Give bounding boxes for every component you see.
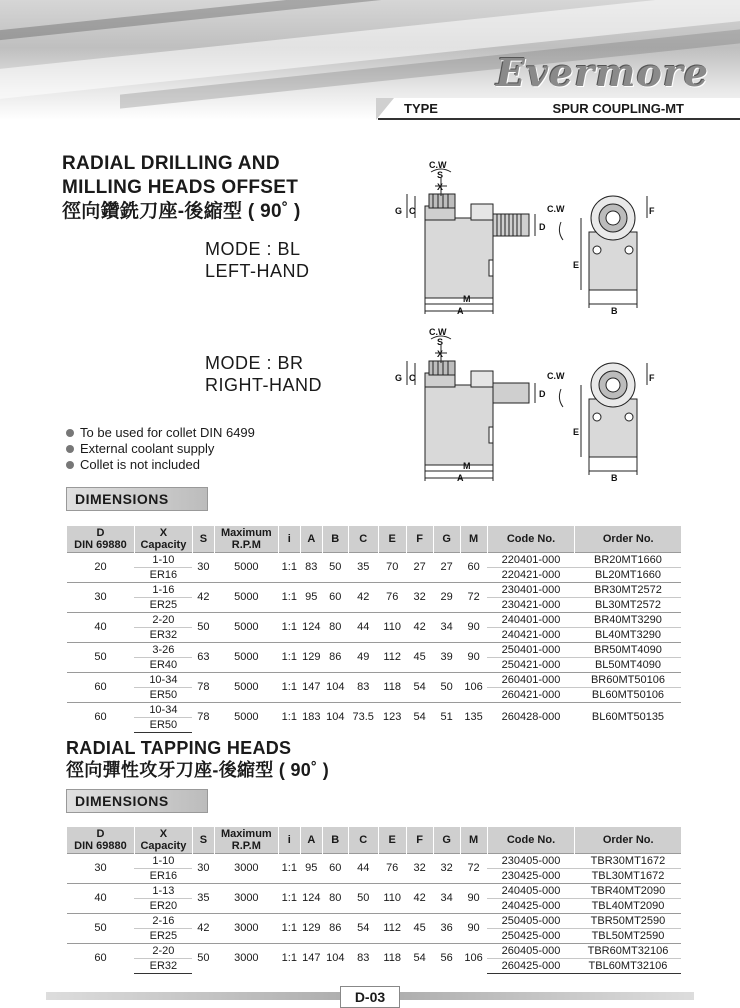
- dimensions-label: DIMENSIONS: [75, 491, 169, 507]
- cell-b: 104: [322, 943, 348, 973]
- cell-s: 63: [192, 642, 214, 672]
- cell-a: 129: [300, 913, 322, 943]
- cell-c: 44: [348, 612, 378, 642]
- cell-d: 60: [67, 943, 135, 973]
- label-g: G: [395, 206, 403, 216]
- col-m: M: [460, 827, 487, 853]
- cell-f: 45: [406, 642, 433, 672]
- cell-d: 30: [67, 853, 135, 883]
- cell-g: 51: [433, 702, 460, 732]
- dimensions-label: DIMENSIONS: [75, 793, 169, 809]
- label-cw: C.W: [429, 160, 447, 170]
- cell-order2: BL50MT4090: [575, 657, 681, 672]
- cell-b: 80: [322, 612, 348, 642]
- cell-order2: BL30MT2572: [575, 597, 681, 612]
- col-g: G: [433, 526, 460, 552]
- mode-br-name: MODE : BR: [205, 353, 304, 373]
- label-a: A: [457, 473, 464, 483]
- cell-s: 78: [192, 702, 214, 732]
- label-x: X: [437, 182, 444, 192]
- table-row: [67, 642, 682, 657]
- drawing-bl: [385, 156, 685, 316]
- cell-code2: 260425-000: [487, 958, 575, 973]
- cell-rpm: 5000: [214, 642, 278, 672]
- cell-x1: 2-16: [134, 913, 192, 928]
- list-item: External coolant supply: [66, 441, 255, 457]
- cell-b: 60: [322, 582, 348, 612]
- cell-code1: 240401-000: [487, 612, 575, 627]
- cell-code2: 250421-000: [487, 657, 575, 672]
- cell-rpm: 5000: [214, 672, 278, 702]
- label-x: X: [437, 349, 444, 359]
- col-e: E: [378, 827, 406, 853]
- col-a: A: [300, 827, 322, 853]
- brand-logo: Evermore: [496, 50, 709, 95]
- cell-order2: TBL30MT1672: [575, 868, 681, 883]
- cell-code1: 230401-000: [487, 582, 575, 597]
- cell-x1: 1-10: [134, 552, 192, 567]
- col-b: B: [322, 526, 348, 552]
- label-f: F: [649, 206, 655, 216]
- cell-code2: 260421-000: [487, 687, 575, 702]
- cell-rpm: 5000: [214, 612, 278, 642]
- label-a: A: [457, 306, 464, 316]
- title-zh: 徑向鑽銑刀座-後縮型 ( 90˚ ): [62, 201, 301, 222]
- cell-g: 32: [433, 853, 460, 883]
- cell-m: 90: [460, 883, 487, 913]
- mode-bl-name: MODE : BL: [205, 239, 301, 259]
- col-s: S: [192, 827, 214, 853]
- cell-code1: 250401-000: [487, 642, 575, 657]
- cell-i: 1:1: [278, 943, 300, 973]
- cell-a: 124: [300, 883, 322, 913]
- cell-a: 147: [300, 672, 322, 702]
- cell-e: 123: [378, 702, 406, 732]
- col-code: Code No.: [487, 526, 575, 552]
- mode-bl-hand: LEFT-HAND: [205, 261, 310, 281]
- col-c: C: [348, 827, 378, 853]
- cell-code2: 220421-000: [487, 567, 575, 582]
- label-cw: C.W: [429, 327, 447, 337]
- cell-i: 1:1: [278, 853, 300, 883]
- label-d: D: [539, 222, 546, 232]
- label-b: B: [611, 306, 618, 316]
- cell-code2: 240421-000: [487, 627, 575, 642]
- cell-x1: 1-13: [134, 883, 192, 898]
- cell-i: 1:1: [278, 552, 300, 582]
- cell-e: 112: [378, 642, 406, 672]
- cell-f: 32: [406, 853, 433, 883]
- mode-br-hand: RIGHT-HAND: [205, 375, 322, 395]
- cell-x2: ER16: [134, 567, 192, 582]
- cell-f: 54: [406, 702, 433, 732]
- cell-g: 36: [433, 913, 460, 943]
- cell-a: 129: [300, 642, 322, 672]
- cell-order2: BL40MT3290: [575, 627, 681, 642]
- title-line1: RADIAL DRILLING AND: [62, 153, 280, 174]
- cell-g: 50: [433, 672, 460, 702]
- cell-m: 90: [460, 913, 487, 943]
- cell-b: 86: [322, 642, 348, 672]
- cell-rpm: 3000: [214, 943, 278, 973]
- cell-s: 50: [192, 612, 214, 642]
- cell-a: 183: [300, 702, 322, 732]
- cell-e: 118: [378, 672, 406, 702]
- list-item: Collet is not included: [66, 457, 255, 473]
- cell-x1: 10-34: [134, 702, 192, 717]
- cell-code2: 230421-000: [487, 597, 575, 612]
- cell-code2: 250425-000: [487, 928, 575, 943]
- label-c: C: [409, 206, 416, 216]
- cell-x2: ER32: [134, 958, 192, 973]
- section2-title: [66, 737, 329, 781]
- cell-f: 45: [406, 913, 433, 943]
- cell-i: 1:1: [278, 582, 300, 612]
- cell-a: 95: [300, 582, 322, 612]
- cell-x2: ER50: [134, 717, 192, 732]
- label-g: G: [395, 373, 403, 383]
- table-row: [67, 853, 682, 868]
- cell-b: 60: [322, 853, 348, 883]
- page-header: [0, 0, 740, 120]
- cell-code1: 250405-000: [487, 913, 575, 928]
- cell-order1: BR60MT50106: [575, 672, 681, 687]
- cell-e: 76: [378, 582, 406, 612]
- cell-order1: BR50MT4090: [575, 642, 681, 657]
- col-i: i: [278, 827, 300, 853]
- label-f: F: [649, 373, 655, 383]
- cell-rpm: 3000: [214, 883, 278, 913]
- cell-order1: TBR40MT2090: [575, 883, 681, 898]
- cell-order1: BR30MT2572: [575, 582, 681, 597]
- col-s: S: [192, 526, 214, 552]
- cell-f: 54: [406, 943, 433, 973]
- col-c: C: [348, 526, 378, 552]
- cell-i: 1:1: [278, 642, 300, 672]
- col-code: Code No.: [487, 827, 575, 853]
- cell-c: 35: [348, 552, 378, 582]
- label-b: B: [611, 473, 618, 483]
- page-number: D-03: [340, 986, 400, 1008]
- cell-d: 60: [67, 672, 135, 702]
- cell-e: 118: [378, 943, 406, 973]
- cell-order1: TBR60MT32106: [575, 943, 681, 958]
- label-m: M: [463, 461, 471, 471]
- dimensions-banner: [66, 789, 208, 813]
- cell-s: 78: [192, 672, 214, 702]
- cell-c: 44: [348, 853, 378, 883]
- cell-f: 42: [406, 883, 433, 913]
- cell-f: 32: [406, 582, 433, 612]
- cell-code1: 230405-000: [487, 853, 575, 868]
- cell-rpm: 5000: [214, 702, 278, 732]
- col-a: A: [300, 526, 322, 552]
- cell-m: 72: [460, 582, 487, 612]
- cell-e: 70: [378, 552, 406, 582]
- cell-rpm: 3000: [214, 913, 278, 943]
- section2-title-zh: 徑向彈性攻牙刀座-後縮型 ( 90˚ ): [66, 760, 329, 780]
- cell-code1: 220401-000: [487, 552, 575, 567]
- cell-i: 1:1: [278, 612, 300, 642]
- dimensions-table-2: [66, 827, 681, 974]
- cell-c: 54: [348, 913, 378, 943]
- cell-x2: ER50: [134, 687, 192, 702]
- cell-s: 35: [192, 883, 214, 913]
- table-row: [67, 702, 682, 717]
- cell-x2: ER16: [134, 868, 192, 883]
- col-e: E: [378, 526, 406, 552]
- cell-f: 27: [406, 552, 433, 582]
- cell-m: 106: [460, 943, 487, 973]
- col-f: F: [406, 526, 433, 552]
- col-order: Order No.: [575, 526, 681, 552]
- cell-code1: 240405-000: [487, 883, 575, 898]
- label-cw2: C.W: [547, 371, 565, 381]
- cell-x2: ER20: [134, 898, 192, 913]
- cell-x1: 1-16: [134, 582, 192, 597]
- cell-x1: 2-20: [134, 943, 192, 958]
- cell-x1: 2-20: [134, 612, 192, 627]
- cell-m: 60: [460, 552, 487, 582]
- col-rpm: Maximum R.P.M: [214, 526, 278, 552]
- cell-d: 20: [67, 552, 135, 582]
- cell-e: 112: [378, 913, 406, 943]
- cell-d: 40: [67, 612, 135, 642]
- cell-c: 50: [348, 883, 378, 913]
- label-s: S: [437, 170, 444, 180]
- dimensions-banner: [66, 487, 208, 511]
- cell-m: 135: [460, 702, 487, 732]
- label-cw2: C.W: [547, 204, 565, 214]
- cell-i: 1:1: [278, 672, 300, 702]
- table-row: [67, 883, 682, 898]
- cell-d: 40: [67, 883, 135, 913]
- cell-order1: BR20MT1660: [575, 552, 681, 567]
- label-e: E: [573, 427, 580, 437]
- col-m: M: [460, 526, 487, 552]
- cell-order1: BR40MT3290: [575, 612, 681, 627]
- cell-code1: 260405-000: [487, 943, 575, 958]
- table-row: [67, 552, 682, 567]
- type-label: TYPE: [404, 101, 438, 116]
- cell-s: 42: [192, 913, 214, 943]
- col-f: F: [406, 827, 433, 853]
- section2-title-en: RADIAL TAPPING HEADS: [66, 738, 292, 758]
- cell-order2: BL20MT1660: [575, 567, 681, 582]
- col-i: i: [278, 526, 300, 552]
- cell-b: 104: [322, 672, 348, 702]
- cell-g: 56: [433, 943, 460, 973]
- cell-g: 34: [433, 612, 460, 642]
- table-row: [67, 612, 682, 627]
- cell-order2: TBL50MT2590: [575, 928, 681, 943]
- cell-b: 50: [322, 552, 348, 582]
- cell-order2: TBL60MT32106: [575, 958, 681, 973]
- label-e: E: [573, 260, 580, 270]
- cell-c: 42: [348, 582, 378, 612]
- cell-x1: 10-34: [134, 672, 192, 687]
- cell-d: 30: [67, 582, 135, 612]
- cell-x2: ER25: [134, 928, 192, 943]
- col-g: G: [433, 827, 460, 853]
- cell-i: 1:1: [278, 702, 300, 732]
- cell-d: 50: [67, 642, 135, 672]
- cell-m: 72: [460, 853, 487, 883]
- title-line2: MILLING HEADS OFFSET: [62, 177, 299, 198]
- cell-m: 90: [460, 612, 487, 642]
- cell-d: 60: [67, 702, 135, 732]
- cell-code2: 240425-000: [487, 898, 575, 913]
- cell-a: 83: [300, 552, 322, 582]
- cell-c: 73.5: [348, 702, 378, 732]
- cell-x2: ER25: [134, 597, 192, 612]
- cell-e: 110: [378, 612, 406, 642]
- cell-order1: TBR30MT1672: [575, 853, 681, 868]
- cell-s: 30: [192, 552, 214, 582]
- cell-c: 83: [348, 672, 378, 702]
- cell-b: 86: [322, 913, 348, 943]
- feature-list: [66, 425, 255, 473]
- cell-x2: ER32: [134, 627, 192, 642]
- cell-g: 34: [433, 883, 460, 913]
- cell-m: 90: [460, 642, 487, 672]
- cell-b: 80: [322, 883, 348, 913]
- label-m: M: [463, 294, 471, 304]
- cell-order2: TBL40MT2090: [575, 898, 681, 913]
- type-value: SPUR COUPLING-MT: [552, 101, 684, 116]
- label-d: D: [539, 389, 546, 399]
- cell-c: 49: [348, 642, 378, 672]
- cell-code2: 230425-000: [487, 868, 575, 883]
- cell-e: 76: [378, 853, 406, 883]
- section1-title: [62, 152, 301, 224]
- cell-b: 104: [322, 702, 348, 732]
- label-s: S: [437, 337, 444, 347]
- table-row: [67, 943, 682, 958]
- cell-code1: 260401-000: [487, 672, 575, 687]
- drawing-br: [385, 323, 685, 483]
- table-row: [67, 582, 682, 597]
- mode-br: [205, 352, 322, 396]
- list-item: To be used for collet DIN 6499: [66, 425, 255, 441]
- cell-m: 106: [460, 672, 487, 702]
- cell-a: 95: [300, 853, 322, 883]
- cell-order2: BL60MT50106: [575, 687, 681, 702]
- cell-f: 54: [406, 672, 433, 702]
- cell-a: 124: [300, 612, 322, 642]
- dimensions-table-1: [66, 526, 681, 733]
- cell-s: 30: [192, 853, 214, 883]
- col-rpm: Maximum R.P.M: [214, 827, 278, 853]
- cell-x1: 1-10: [134, 853, 192, 868]
- cell-g: 39: [433, 642, 460, 672]
- cell-g: 29: [433, 582, 460, 612]
- col-d: D DIN 69880: [67, 827, 135, 853]
- cell-i: 1:1: [278, 883, 300, 913]
- cell-rpm: 5000: [214, 552, 278, 582]
- col-d: D DIN 69880: [67, 526, 135, 552]
- cell-order1: BL60MT50135: [575, 702, 681, 732]
- col-x: X Capacity: [134, 526, 192, 552]
- cell-s: 42: [192, 582, 214, 612]
- col-b: B: [322, 827, 348, 853]
- cell-code1: 260428-000: [487, 702, 575, 732]
- table-row: [67, 672, 682, 687]
- cell-x2: ER40: [134, 657, 192, 672]
- cell-d: 50: [67, 913, 135, 943]
- label-c: C: [409, 373, 416, 383]
- cell-e: 110: [378, 883, 406, 913]
- cell-x1: 3-26: [134, 642, 192, 657]
- col-x: X Capacity: [134, 827, 192, 853]
- cell-order1: TBR50MT2590: [575, 913, 681, 928]
- cell-c: 83: [348, 943, 378, 973]
- cell-a: 147: [300, 943, 322, 973]
- cell-g: 27: [433, 552, 460, 582]
- col-order: Order No.: [575, 827, 681, 853]
- type-bar: [378, 98, 740, 120]
- cell-f: 42: [406, 612, 433, 642]
- cell-rpm: 3000: [214, 853, 278, 883]
- cell-rpm: 5000: [214, 582, 278, 612]
- mode-bl: [205, 238, 310, 282]
- type-bar-cut: [376, 98, 394, 120]
- cell-s: 50: [192, 943, 214, 973]
- table-row: [67, 913, 682, 928]
- cell-i: 1:1: [278, 913, 300, 943]
